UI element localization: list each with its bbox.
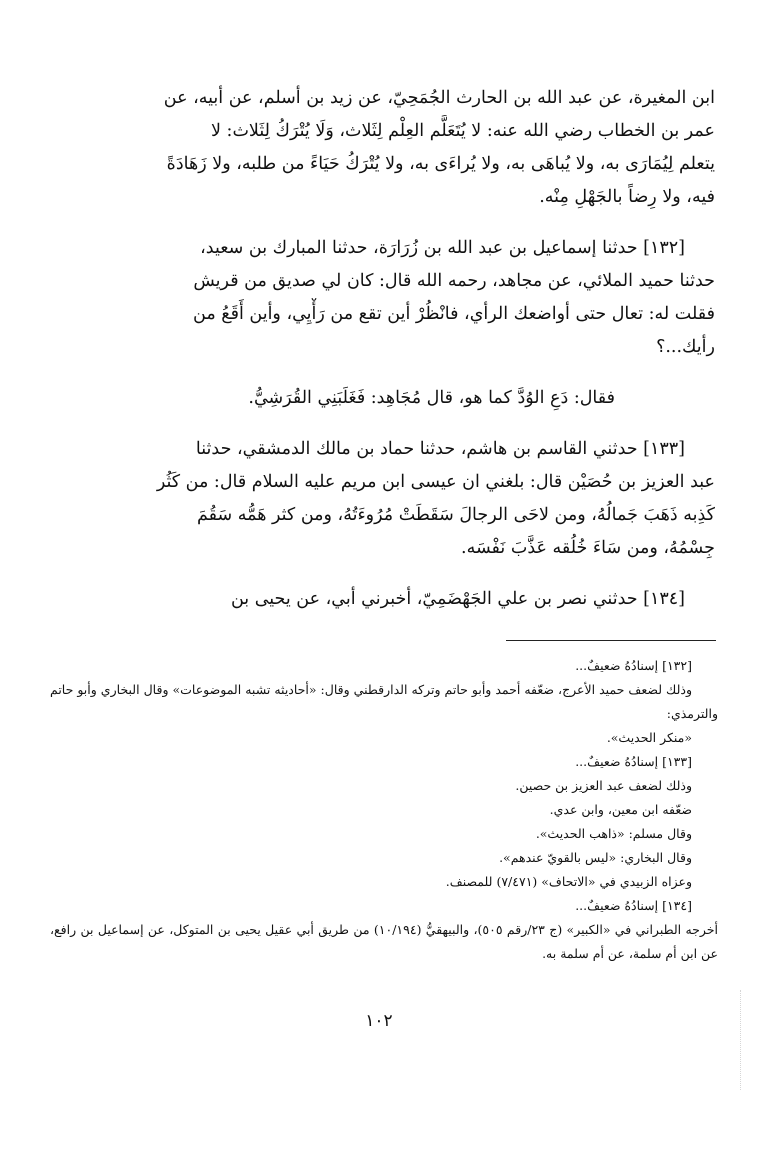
text-line: رأيك...؟ xyxy=(656,337,715,357)
text-line: كَذِبه ذَهَبَ جَمالُهُ، ومن لاحَى الرجالَ سَقَطَتْ مُرُوءَتُهُ، ومن كثر هَمُّه سَقُمَ xyxy=(196,505,715,525)
text-line: ابن المغيرة، عن عبد الله بن الحارث الجُمَحِيّ، عن زيد بن أسلم، عن أبيه، عن xyxy=(163,88,715,108)
footnote-line: ضعّفه ابن معين، وابن عدي. xyxy=(549,802,692,817)
footnote-separator xyxy=(506,640,716,641)
footnote-line: وذلك لضعف حميد الأعرج، ضعّفه أحمد وأبو حاتم وتركه الدارقطني وقال: «أحاديثه تشبه الموضوعات» وقال البخاري وأبو حاتم والترمذي: xyxy=(50,682,718,721)
text-line: [١٣٣] حدثني القاسم بن هاشم، حدثنا حماد بن مالك الدمشقي، حدثنا xyxy=(195,439,685,459)
text-line: عمر بن الخطاب رضي الله عنه: لا يُتَعَلَّم العِلْم لِثَلاث، وَلَا يُتْرَكُ لِثَلاث: لا xyxy=(211,121,715,141)
footnote-line: وقال البخاري: «ليس بالقويّ عندهم». xyxy=(499,850,692,865)
text-line: حدثنا حميد الملائي، عن مجاهد، رحمه الله قال: كان لي صديق من قريش xyxy=(193,271,715,291)
text-line: [١٣٤] حدثني نصر بن علي الجَهْضَمِيّ، أخبرني أبي، عن يحيى بن xyxy=(230,589,685,609)
footnotes xyxy=(50,654,718,966)
footnote-line: [١٣٤] إسنادُهُ ضعيفٌ... xyxy=(575,898,692,913)
text-line: يتعلم لِيُمَارَى به، ولا يُباهَى به، ولا يُراءَى به، ولا يُتْرَكُ حَيَاءً من طلبه، ولا زَهَادَةً xyxy=(166,154,715,174)
text-line: عبد العزيز بن حُصَيْن قال: بلغني ان عيسى ابن مريم عليه السلام قال: من كَثُر xyxy=(156,472,715,492)
footnote-line: [١٣٣] إسنادُهُ ضعيفٌ... xyxy=(575,754,692,769)
footnote-line: وقال مسلم: «ذاهب الحديث». xyxy=(535,826,692,841)
footnote-line: أخرجه الطبراني في «الكبير» (ج ٢٣/رقم ٥٠٥)، والبيهقيُّ (١٠/١٩٤) من طريق أبي عقيل يحيى بن المتوكل، عن إسماعيل بن رافع، عن ابن أم سلمة، عن أم سلمة به. xyxy=(50,922,718,961)
paragraph-hadith-133 xyxy=(50,433,715,565)
text-line: [١٣٢] حدثنا إسماعيل بن عبد الله بن زُرَارَة، حدثنا المبارك بن سعيد، xyxy=(200,238,685,258)
footnote-line: وعزاه الزبيدي في «الاتحاف» (٧/٤٧١) للمصنف. xyxy=(445,874,692,889)
paragraph-hadith-132-continued xyxy=(50,382,715,415)
paragraph-hadith-132 xyxy=(50,232,715,364)
text-line: فقال: دَعِ الوُدَّ كما هو، قال مُجَاهِد: فَغَلَبَنِي القُرَشِيُّ. xyxy=(248,388,615,408)
footnote-line: [١٣٢] إسنادُهُ ضعيفٌ... xyxy=(575,658,692,673)
text-line: فيه، ولا رِضاً بالجَهْلِ مِنْه. xyxy=(539,187,715,207)
footnote-line: «منكر الحديث». xyxy=(606,730,692,745)
paragraph-intro xyxy=(50,82,715,214)
page-number: ١٠٢ xyxy=(365,1011,393,1031)
text-line: جِسْمُهُ، ومن سَاءَ خُلُقه عَذَّبَ نَفْسَه. xyxy=(461,538,715,558)
scan-edge-marks xyxy=(740,990,751,1090)
footnote-line: وذلك لضعف عبد العزيز بن حصين. xyxy=(515,778,692,793)
main-text xyxy=(50,82,715,634)
text-line: فقلت له: تعال حتى أواضعك الرأي، فانْظُرْ أين تقع من رَأْيِي، وأين أَقَعُ من xyxy=(193,304,715,324)
paragraph-hadith-134 xyxy=(50,583,715,616)
